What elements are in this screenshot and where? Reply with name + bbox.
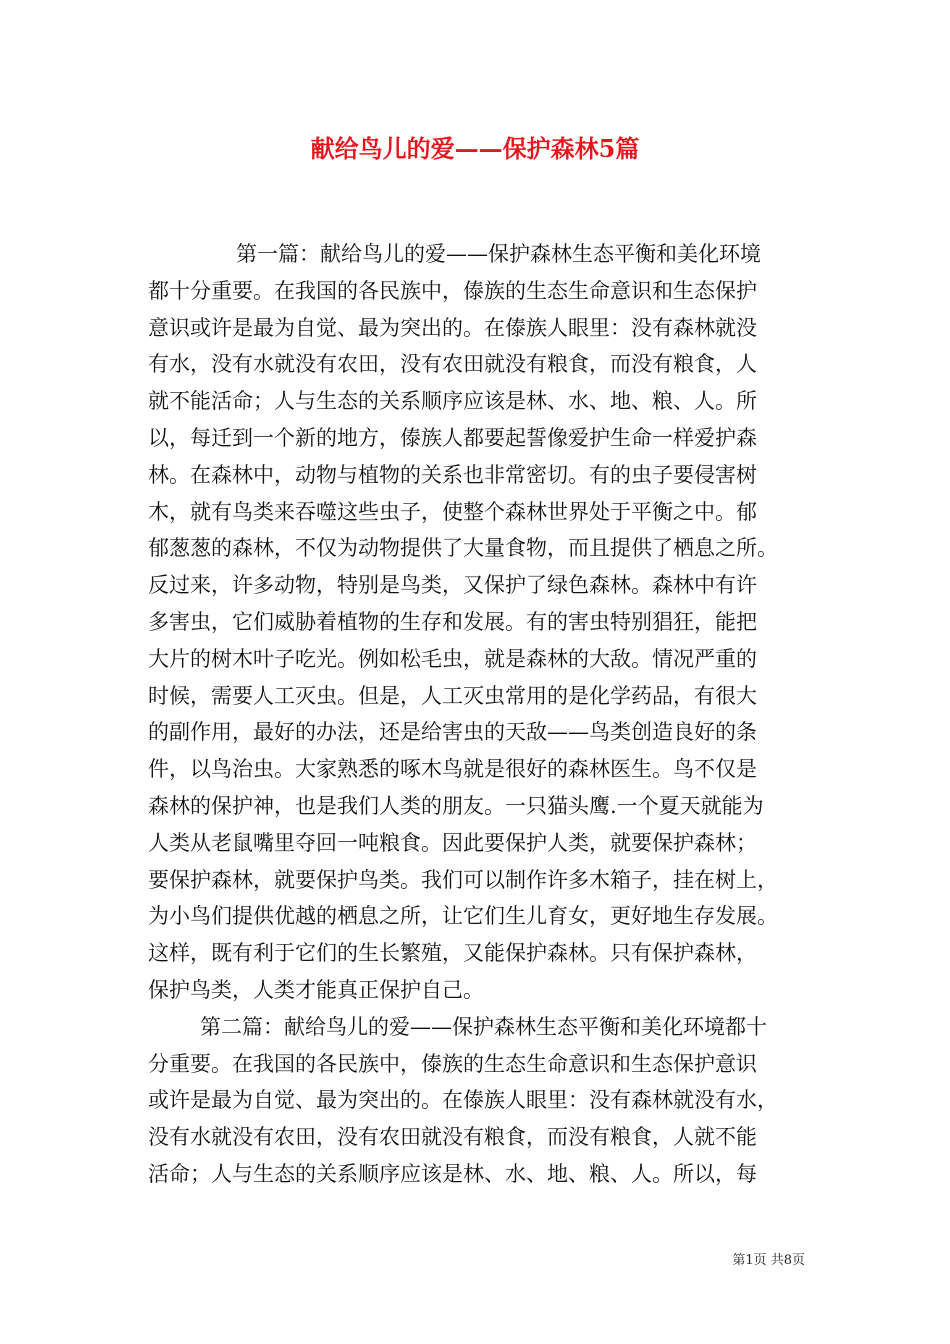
text-line: 以，每迁到一个新的地方，傣族人都要起誓像爱护生命一样爱护森 [148, 425, 757, 450]
paragraph-2 [148, 1009, 810, 1193]
text-line: 保护鸟类，人类才能真正保护自己。 [148, 977, 484, 1002]
text-line: 件，以鸟治虫。大家熟悉的啄木鸟就是很好的森林医生。鸟不仅是 [148, 757, 757, 782]
text-line: 的副作用，最好的办法，还是给害虫的天敌——鸟类创造良好的条 [148, 720, 757, 745]
page-number-footer: 第1页 共8页 [732, 1253, 805, 1268]
text-line: 郁葱葱的森林，不仅为动物提供了大量食物，而且提供了栖息之所。 [148, 536, 778, 561]
text-line: 反过来，许多动物，特别是鸟类，又保护了绿色森林。森林中有许 [148, 573, 757, 598]
text-line: 要保护森林，就要保护鸟类。我们可以制作许多木箱子，挂在树上， [148, 867, 778, 892]
text-line: 就不能活命；人与生态的关系顺序应该是林、水、地、粮、人。所 [148, 389, 757, 414]
text-line: 没有水就没有农田，没有农田就没有粮食，而没有粮食，人就不能 [148, 1125, 757, 1150]
text-line: 第一篇：献给鸟儿的爱——保护森林生态平衡和美化环境 [236, 242, 761, 266]
text-line: 有水，没有水就没有农田，没有农田就没有粮食，而没有粮食，人 [148, 352, 757, 377]
article-body [148, 236, 810, 1193]
text-line: 多害虫，它们威胁着植物的生存和发展。有的害虫特别猖狂，能把 [148, 609, 757, 634]
text-line: 为小鸟们提供优越的栖息之所，让它们生儿育女，更好地生存发展。 [148, 904, 778, 929]
text-line: 林。在森林中，动物与植物的关系也非常密切。有的虫子要侵害树 [148, 462, 757, 487]
text-line: 或许是最为自觉、最为突出的。在傣族人眼里：没有森林就没有水， [148, 1088, 778, 1113]
text-line: 这样，既有利于它们的生长繁殖，又能保护森林。只有保护森林， [148, 941, 757, 966]
text-line: 木，就有鸟类来吞噬这些虫子，使整个森林世界处于平衡之中。郁 [148, 499, 757, 524]
text-line: 时候，需要人工灭虫。但是，人工灭虫常用的是化学药品，有很大 [148, 683, 757, 708]
text-line: 分重要。在我国的各民族中，傣族的生态生命意识和生态保护意识 [148, 1051, 757, 1076]
paragraph-1 [148, 236, 810, 1009]
text-line: 大片的树木叶子吃光。例如松毛虫，就是森林的大敌。情况严重的 [148, 646, 757, 671]
text-line: 第二篇：献给鸟儿的爱——保护森林生态平衡和美化环境都十 [200, 1014, 767, 1039]
text-line: 森林的保护神，也是我们人类的朋友。一只猫头鹰.一个夏天就能为 [148, 793, 764, 818]
text-line: 活命；人与生态的关系顺序应该是林、水、地、粮、人。所以，每 [148, 1161, 757, 1186]
text-line: 人类从老鼠嘴里夺回一吨粮食。因此要保护人类，就要保护森林； [148, 830, 757, 855]
text-line: 都十分重要。在我国的各民族中，傣族的生态生命意识和生态保护 [148, 278, 757, 303]
text-line: 意识或许是最为自觉、最为突出的。在傣族人眼里：没有森林就没 [148, 315, 757, 340]
page-title: 献给鸟儿的爱——保护森林5篇 [310, 134, 640, 163]
